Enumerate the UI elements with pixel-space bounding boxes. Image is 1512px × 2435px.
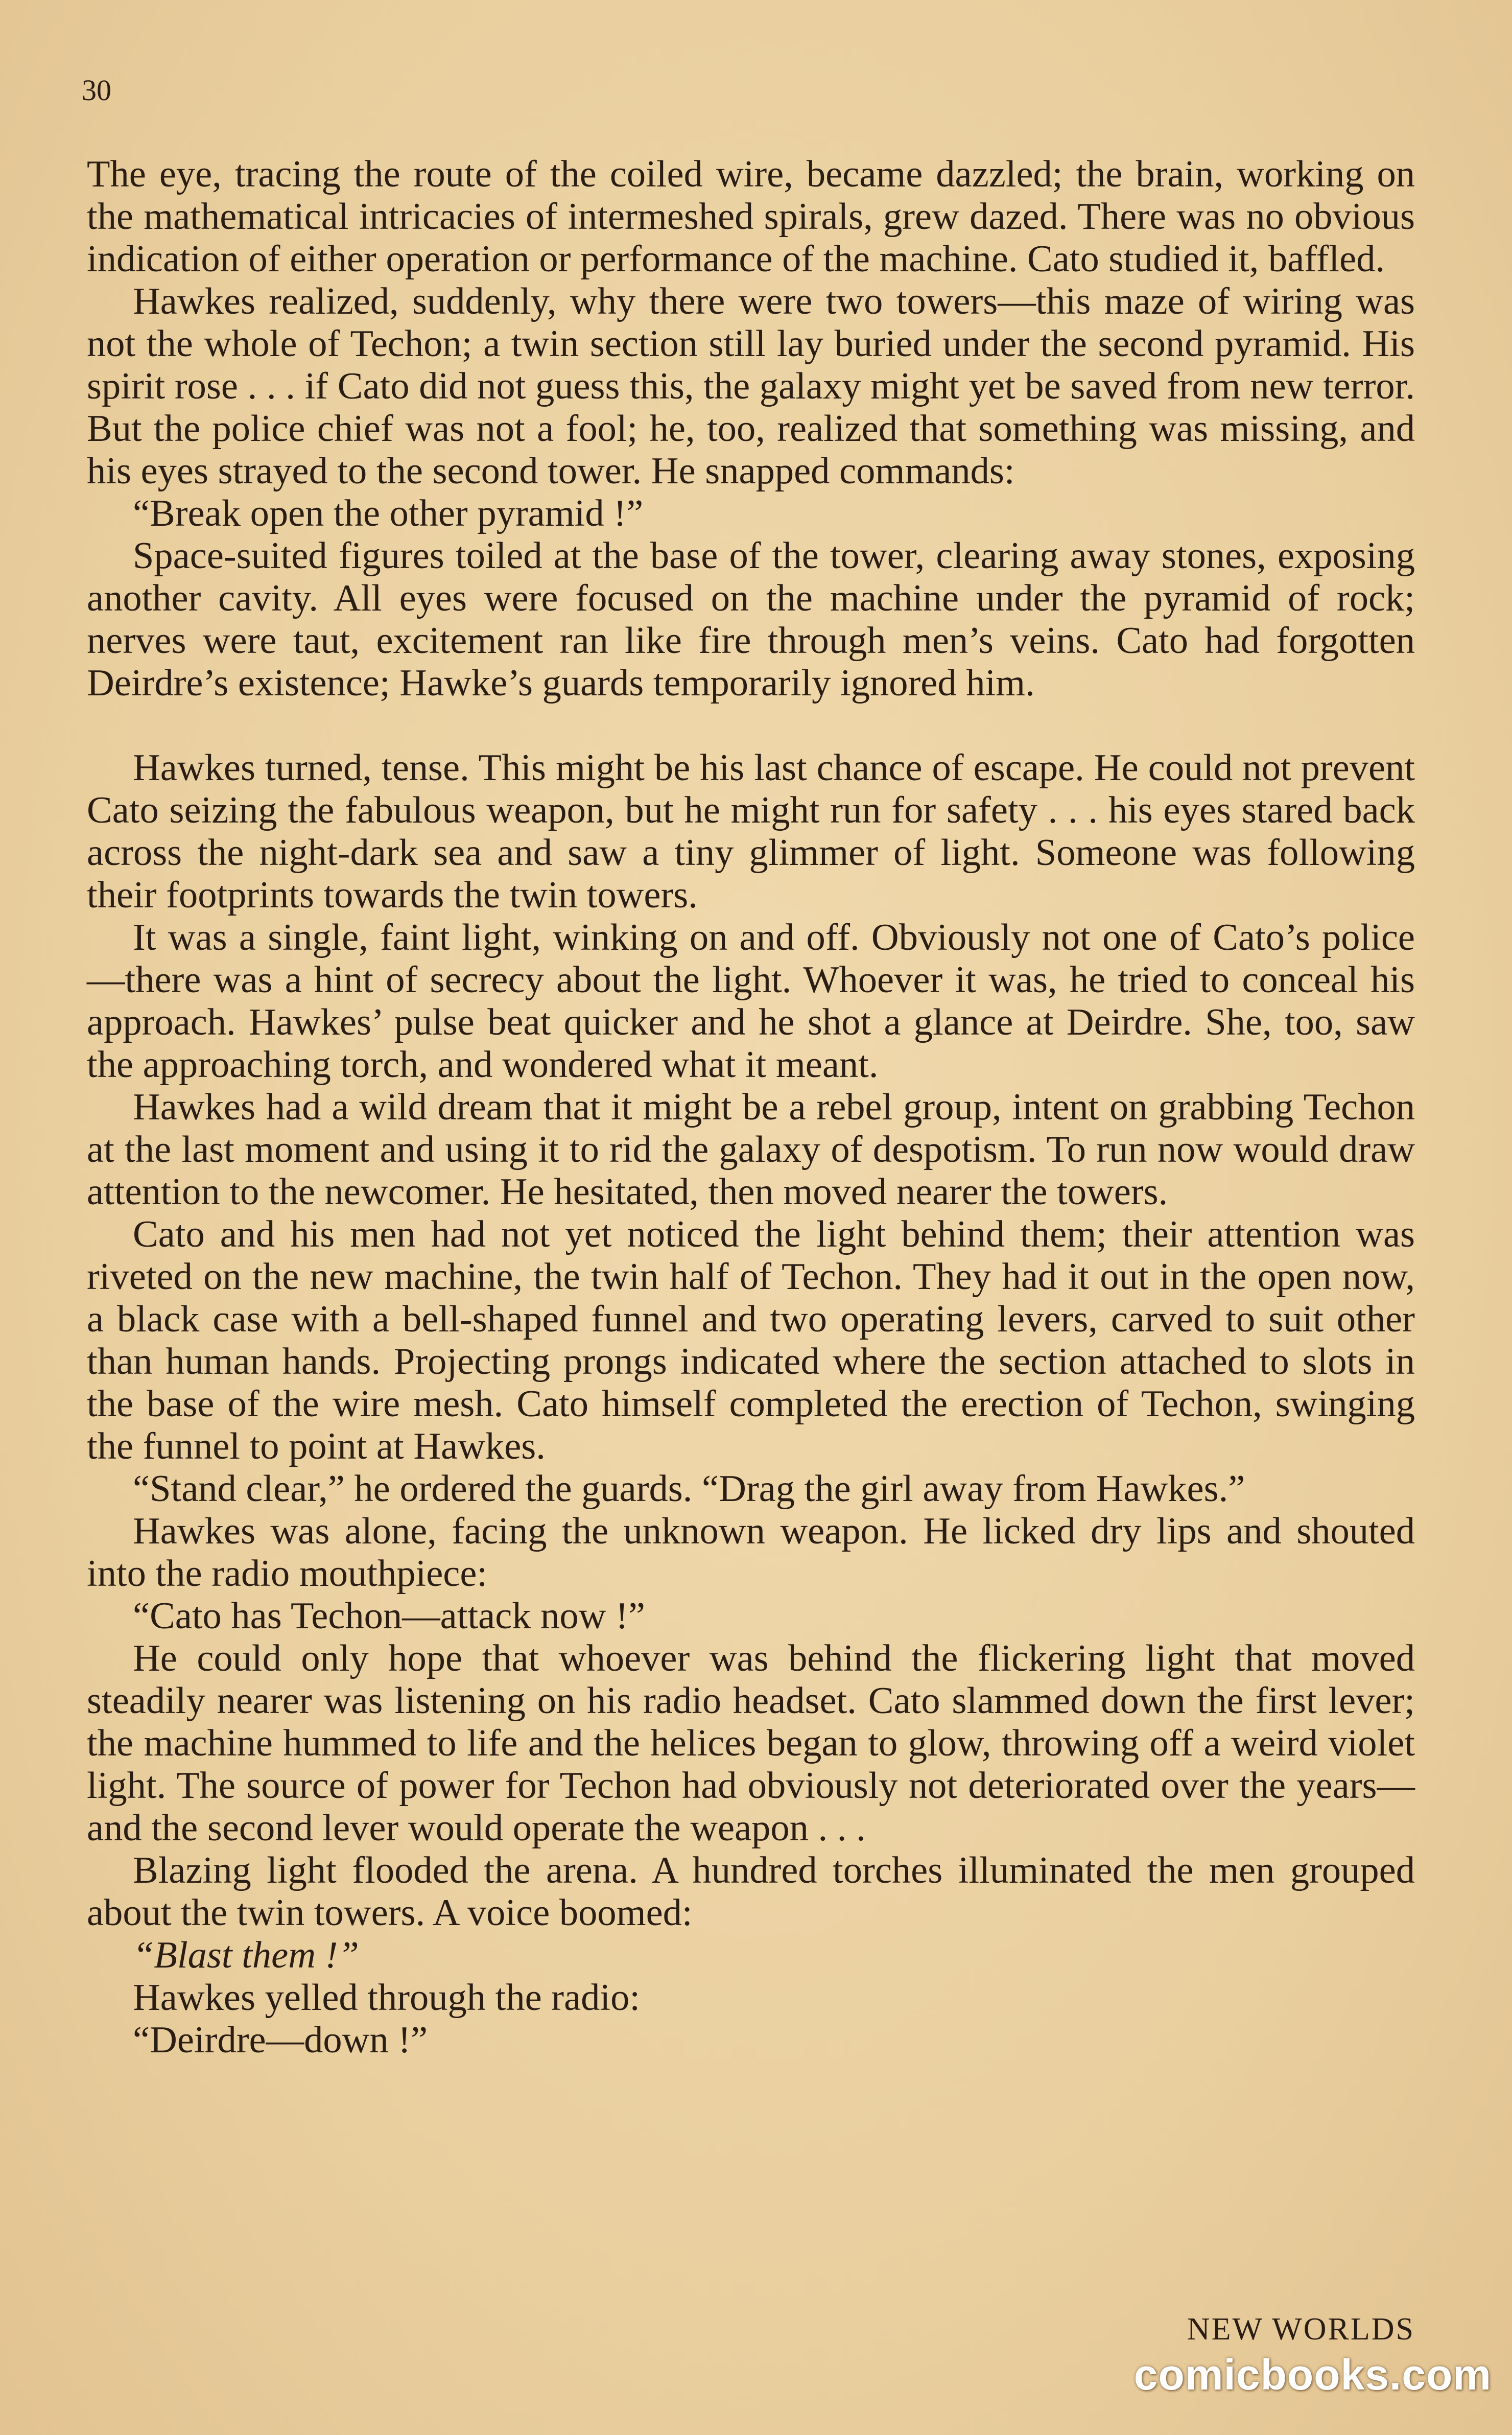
paragraph: Hawkes yelled through the radio: (133, 1977, 641, 2019)
paragraph: Hawkes had a wild dream that it might be a rebel group, intent on grabbing Techon at the last moment and using it to rid the galaxy of despotism. To run now would draw attention to the newcomer. He hesitated, then moved nearer the towers. (87, 1086, 1415, 1213)
paragraph: Hawkes was alone, facing the unknown weapon. He licked dry lips and shouted into the radio mouthpiece: (87, 1510, 1415, 1595)
paragraph: The eye, tracing the route of the coiled wire, became dazzled; the brain, working on the mathematical intricacies of intermeshed spirals, grew dazed. There was no obvious indication of either operation or performance of the machine. Cato studied it, baffled. (87, 153, 1415, 280)
paragraph: “Blast them !” (133, 1934, 359, 1976)
watermark: comicbooks.com (1133, 2351, 1492, 2399)
paragraph: Blazing light flooded the arena. A hundred torches illuminated the men grouped about the twin towers. A voice boomed: (87, 1849, 1415, 1934)
paragraph: Hawkes realized, suddenly, why there were two towers—this maze of wiring was not the whole of Techon; a twin section still lay buried under the second pyramid. His spirit rose . . . if Cato did not guess this, the galaxy might yet be saved from new terror. But the police chief was not a fool; he, too, realized that something was missing, and his eyes strayed to the second tower. He snapped commands: (87, 280, 1415, 492)
paragraph: “Stand clear,” he ordered the guards. “Drag the girl away from Hawkes.” (133, 1468, 1245, 1510)
page-number: 30 (82, 74, 111, 107)
paragraph: Hawkes turned, tense. This might be his last chance of escape. He could not prevent Cato seizing the fabulous weapon, but he might run for safety . . . his eyes stared back across the night-dark sea and saw a tiny glimmer of light. Someone was following their footprints towards the twin towers. (87, 747, 1415, 916)
paragraph: “Cato has Techon—attack now !” (133, 1595, 645, 1637)
paragraph: He could only hope that whoever was behind the flickering light that moved steadily nearer was listening on his radio headset. Cato slammed down the first lever; the machine hummed to life and the helices began to glow, throwing off a weird violet light. The source of power for Techon had obviously not deteriorated over the years—and the second lever would operate the weapon . . . (87, 1637, 1415, 1849)
paragraph: “Deirdre—down !” (133, 2019, 428, 2061)
body-text (87, 153, 1415, 2062)
paragraph: Space-suited figures toiled at the base of the tower, clearing away stones, exposing another cavity. All eyes were focused on the machine under the pyramid of rock; nerves were taut, excitement ran like fire through men’s veins. Cato had forgotten Deirdre’s existence; Hawke’s guards temporarily ignored him. (87, 535, 1415, 704)
paragraph: It was a single, faint light, winking on and off. Obviously not one of Cato’s police—there was a hint of secrecy about the light. Whoever it was, he tried to conceal his approach. Hawkes’ pulse beat quicker and he shot a glance at Deirdre. She, too, saw the approaching torch, and wondered what it meant. (87, 917, 1415, 1086)
paragraph: Cato and his men had not yet noticed the light behind them; their attention was riveted on the new machine, the twin half of Techon. They had it out in the open now, a black case with a bell-shaped funnel and two operating levers, carved to suit other than human hands. Projecting prongs indicated where the section attached to slots in the base of the wire mesh. Cato himself completed the erection of Techon, swinging the funnel to point at Hawkes. (87, 1213, 1415, 1467)
footer-magazine-title: NEW WORLDS (1187, 2312, 1415, 2347)
paragraph: “Break open the other pyramid !” (133, 493, 644, 534)
